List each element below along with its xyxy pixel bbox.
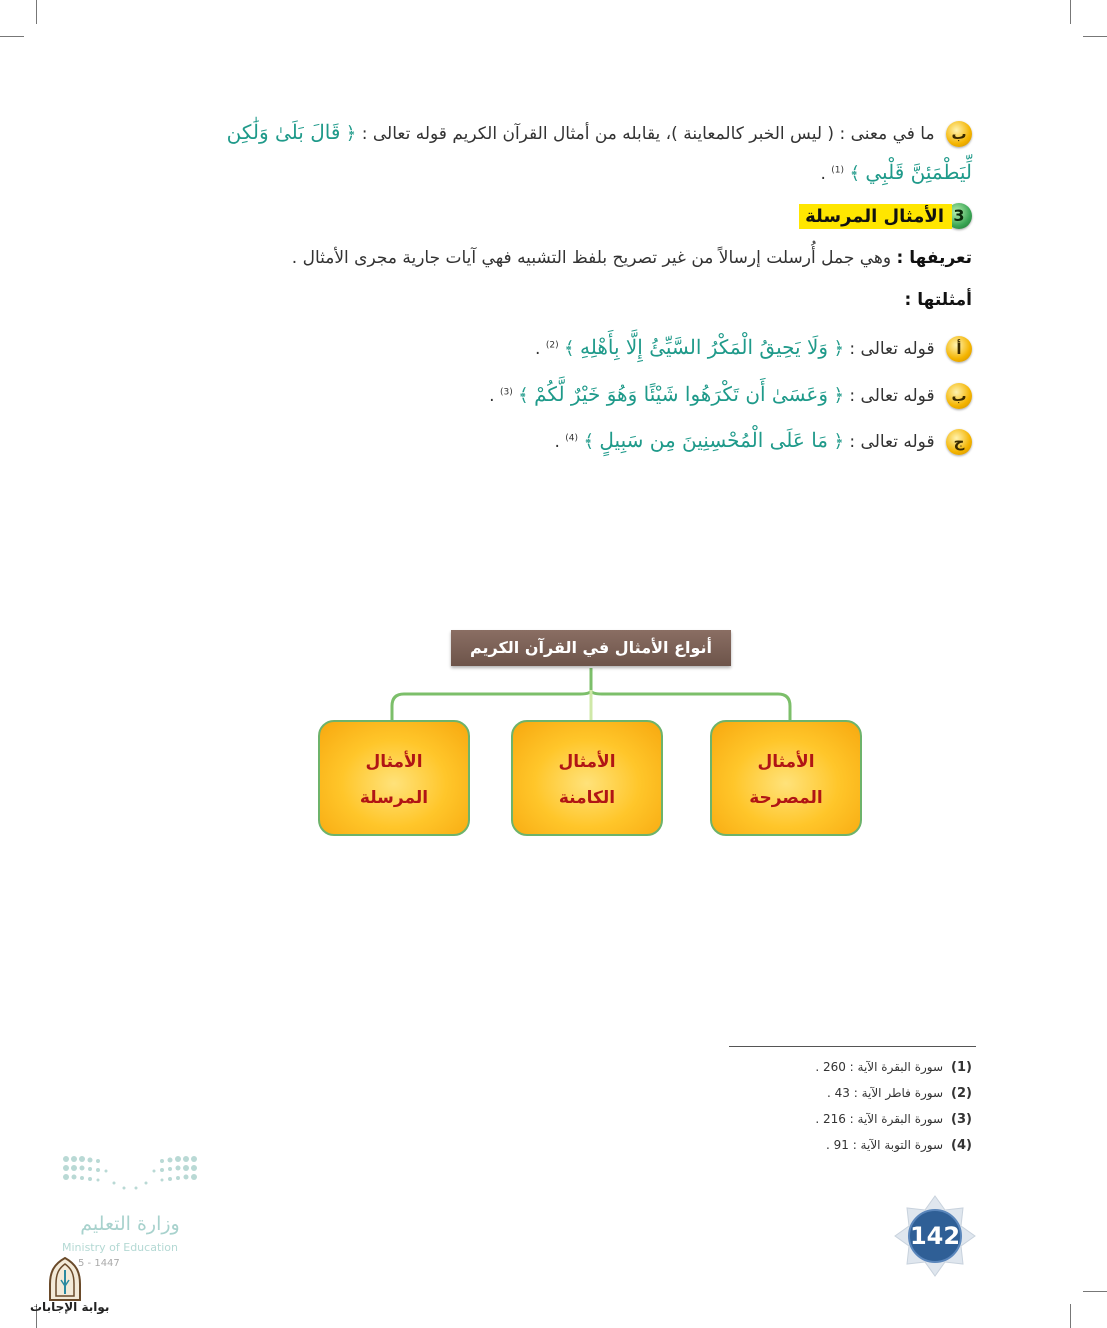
footnote-item xyxy=(815,1112,972,1127)
section-heading xyxy=(799,203,972,229)
bullet-marker: ج xyxy=(946,429,972,455)
box-line1: الأمثال xyxy=(558,752,616,772)
site-logo-icon xyxy=(44,1256,86,1302)
box-line1: الأمثال xyxy=(365,752,423,772)
bullet-marker: أ xyxy=(946,336,972,362)
ministry-arabic: وزارة التعليم xyxy=(80,1213,180,1235)
box-line2: الكامنة xyxy=(558,788,616,808)
footnote-num: (2) xyxy=(951,1086,972,1101)
example-verse: وَعَسَىٰ أَن تَكْرَهُوا شَيْئًا وَهُوَ خَيْرٌ لَّكُمْ xyxy=(534,382,829,406)
connector-line xyxy=(591,690,790,722)
example-item: ب قوله تعالى : ﴿ وَعَسَىٰ أَن تَكْرَهُوا شَيْئًا وَهُوَ خَيْرٌ لَّكُمْ ﴾ $^{(3)}$ . xyxy=(489,382,972,409)
definition-text: وهي جمل أُرسلت إرسالاً من غير تصريح بلفظ التشبيه فهي آيات جارية مجرى الأمثال . xyxy=(291,248,892,268)
footnote-text: سورة البقرة الآية : 260 . xyxy=(815,1060,944,1074)
quran-open-bracket-icon: ﴿ xyxy=(833,431,844,452)
crop-mark xyxy=(0,36,24,37)
quran-close-bracket-icon: ﴾ xyxy=(518,385,529,406)
ministry-year: 5 - 1447 xyxy=(78,1258,120,1269)
box-line2: المرسلة xyxy=(359,788,429,808)
connector-line xyxy=(392,690,591,722)
footnote-ref: (1) xyxy=(831,165,845,176)
quran-open-bracket-icon: ﴿ xyxy=(833,338,844,359)
footnote-text: سورة البقرة الآية : 216 . xyxy=(815,1112,944,1126)
section-title: الأمثال المرسلة xyxy=(799,204,952,229)
crop-mark xyxy=(1083,1291,1107,1292)
crop-mark xyxy=(36,0,37,24)
definition-label: تعريفها : xyxy=(896,248,972,268)
footnote-num: (4) xyxy=(951,1138,972,1153)
definition-line xyxy=(292,248,972,268)
example-item: ج قوله تعالى : ﴿ مَا عَلَى الْمُحْسِنِينَ مِن سَبِيلٍ ﴾ $^{(4)}$ . xyxy=(554,428,972,455)
example-verse: مَا عَلَى الْمُحْسِنِينَ مِن سَبِيلٍ xyxy=(599,428,829,452)
footnote-ref: (2) xyxy=(545,340,559,351)
footnote-item xyxy=(826,1138,972,1153)
verse-part1: قَالَ بَلَىٰ وَلَٰكِن xyxy=(226,120,341,144)
section-number: 3 xyxy=(946,203,972,229)
quran-close-bracket-icon: ﴾ xyxy=(849,163,860,184)
section-b-text: ما في معنى : ( ليس الخبر كالمعاينة )، يقابله من أمثال القرآن الكريم قوله تعالى : xyxy=(361,124,935,144)
footnote-ref: (3) xyxy=(499,387,513,398)
crop-mark xyxy=(1070,0,1071,24)
example-prefix: قوله تعالى : xyxy=(849,386,935,406)
ministry-logo-icon xyxy=(62,1155,198,1195)
diagram-box-musarraha xyxy=(710,720,862,836)
footnote-divider xyxy=(729,1046,976,1047)
example-prefix: قوله تعالى : xyxy=(849,339,935,359)
example-item: أ قوله تعالى : ﴿ وَلَا يَحِيقُ الْمَكْرُ السَّيِّئُ إِلَّا بِأَهْلِهِ ﴾ $^{(2)}$ . xyxy=(535,335,972,362)
verse-part2: لِّيَطْمَئِنَّ قَلْبِي xyxy=(865,160,972,184)
site-logo-text: بوابة الإجابات xyxy=(30,1300,110,1314)
examples-label-line xyxy=(905,290,973,310)
quran-close-bracket-icon: ﴾ xyxy=(583,431,594,452)
footnote-item xyxy=(815,1060,972,1075)
footnote-num: (1) xyxy=(951,1060,972,1075)
quran-open-bracket-icon: ﴿ xyxy=(833,385,844,406)
bullet-marker: ب xyxy=(946,121,972,147)
box-line2: المصرحة xyxy=(749,788,823,808)
diagram-title: أنواع الأمثال في القرآن الكريم xyxy=(451,630,731,666)
page-number: 142 xyxy=(909,1222,961,1250)
diagram-box-mursala xyxy=(318,720,470,836)
examples-label: أمثلتها : xyxy=(904,290,972,310)
footnote-item xyxy=(827,1086,972,1101)
footnote-text: سورة التوبة الآية : 91 . xyxy=(825,1138,944,1152)
crop-mark xyxy=(1083,36,1107,37)
section-b-line xyxy=(227,120,972,147)
ministry-english: Ministry of Education xyxy=(62,1241,179,1254)
footnote-ref: (4) xyxy=(565,433,579,444)
footnote-num: (3) xyxy=(951,1112,972,1127)
bullet-marker: ب xyxy=(946,383,972,409)
quran-open-bracket-icon: ﴿ xyxy=(345,123,357,144)
footnote-text: سورة فاطر الآية : 43 . xyxy=(826,1086,944,1100)
box-line1: الأمثال xyxy=(757,752,815,772)
example-verse: وَلَا يَحِيقُ الْمَكْرُ السَّيِّئُ إِلَّا بِأَهْلِهِ xyxy=(579,335,829,359)
section-b-line-2: لِّيَطْمَئِنَّ قَلْبِي ﴾ $^{(1)}$ . xyxy=(820,160,972,184)
crop-mark xyxy=(1070,1304,1071,1328)
diagram-box-kamina xyxy=(511,720,663,836)
quran-close-bracket-icon: ﴾ xyxy=(564,338,575,359)
example-prefix: قوله تعالى : xyxy=(849,432,935,452)
